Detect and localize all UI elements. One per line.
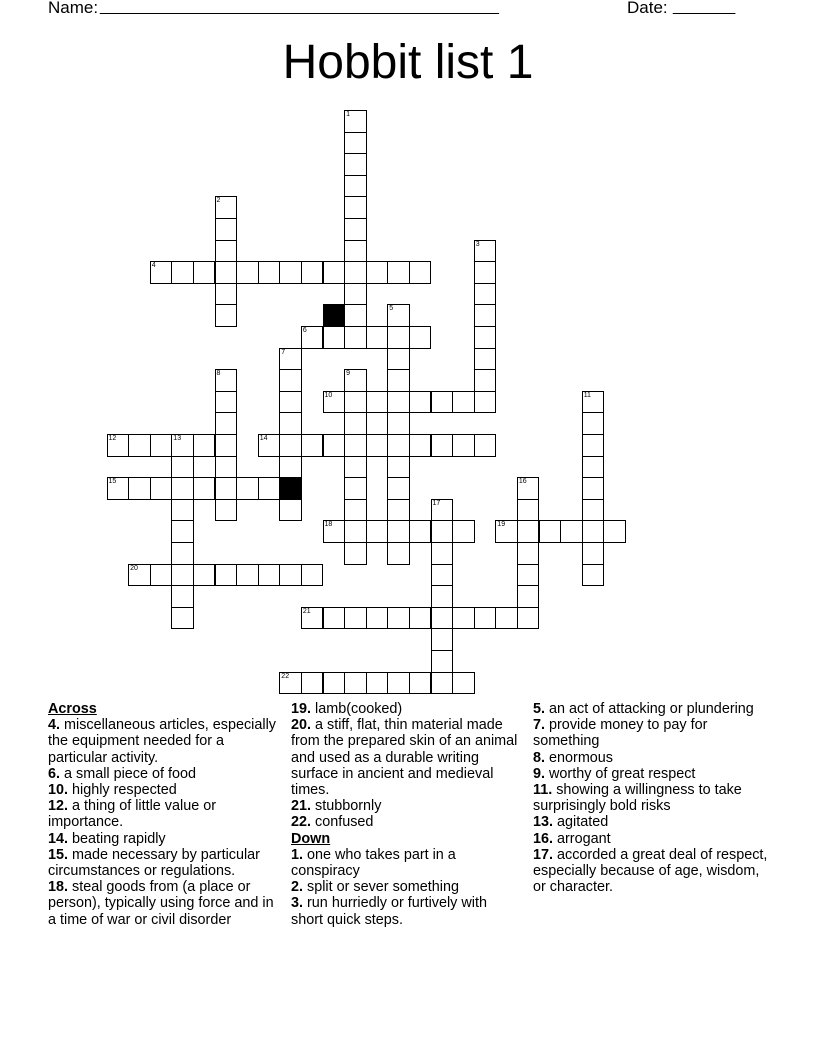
grid-cell[interactable] — [171, 499, 194, 522]
grid-cell[interactable] — [582, 542, 605, 565]
grid-cell[interactable] — [431, 499, 454, 522]
grid-cell[interactable] — [431, 434, 454, 457]
grid-cell[interactable] — [582, 456, 605, 479]
grid-cell[interactable] — [258, 261, 281, 284]
clue-number: 3 — [475, 240, 480, 248]
grid-cell[interactable] — [301, 434, 324, 457]
grid-cell[interactable] — [150, 434, 173, 457]
grid-cell[interactable] — [323, 326, 346, 349]
grid-cell[interactable] — [193, 477, 216, 500]
grid-cell[interactable] — [344, 218, 367, 241]
grid-cell[interactable] — [582, 564, 605, 587]
grid-cell[interactable] — [215, 196, 238, 219]
grid-cell[interactable] — [171, 434, 194, 457]
grid-cell[interactable] — [215, 304, 238, 327]
grid-cell[interactable] — [431, 650, 454, 673]
grid-cell[interactable] — [517, 499, 540, 522]
grid-cell[interactable] — [366, 520, 389, 543]
grid-cell[interactable] — [344, 672, 367, 695]
grid-cell[interactable] — [344, 175, 367, 198]
grid-cell[interactable] — [128, 477, 151, 500]
clue-number: 14 — [259, 435, 268, 442]
grid-cell[interactable] — [517, 520, 540, 543]
clue-across-22: 22. confused — [291, 814, 374, 831]
clue-number: 11 — [583, 391, 591, 399]
grid-cell[interactable] — [236, 564, 259, 587]
grid-cell[interactable] — [560, 520, 583, 543]
clue-number: 2 — [216, 197, 221, 205]
grid-cell[interactable] — [495, 607, 518, 630]
date-label: Date: — [627, 0, 668, 17]
grid-cell[interactable] — [236, 261, 259, 284]
grid-cell[interactable] — [387, 304, 410, 327]
grid-cell[interactable] — [344, 456, 367, 479]
grid-cell[interactable] — [344, 304, 367, 327]
grid-cell[interactable] — [387, 456, 410, 479]
grid-cell[interactable] — [215, 218, 238, 241]
grid-cell[interactable] — [344, 477, 367, 500]
clue-across-6: 6. a small piece of food — [48, 765, 197, 782]
clue-down-13: 13. agitated — [533, 814, 609, 831]
grid-cell[interactable] — [387, 477, 410, 500]
clue-down-2: 2. split or sever something — [291, 879, 459, 896]
grid-cell[interactable] — [301, 607, 324, 630]
grid-cell[interactable] — [582, 499, 605, 522]
grid-cell[interactable] — [193, 434, 216, 457]
grid-cell[interactable] — [171, 607, 194, 630]
grid-cell[interactable] — [431, 672, 454, 695]
grid-cell[interactable] — [344, 412, 367, 435]
grid-cell[interactable] — [387, 369, 410, 392]
grid-cell[interactable] — [366, 607, 389, 630]
grid-cell[interactable] — [582, 391, 605, 414]
grid-cell[interactable] — [474, 261, 497, 284]
grid-cell[interactable] — [517, 477, 540, 500]
grid-cell[interactable] — [279, 456, 302, 479]
grid-cell[interactable] — [474, 607, 497, 630]
grid-cell[interactable] — [582, 412, 605, 435]
grid-cell[interactable] — [171, 564, 194, 587]
grid-cell[interactable] — [431, 564, 454, 587]
grid-cell[interactable] — [474, 348, 497, 371]
grid-cell[interactable] — [409, 326, 432, 349]
clue-down-8: 8. enormous — [533, 749, 614, 766]
grid-cell[interactable] — [150, 261, 173, 284]
grid-cell[interactable] — [344, 283, 367, 306]
page-title: Hobbit list 1 — [282, 36, 534, 89]
grid-cell[interactable] — [387, 520, 410, 543]
clue-down-16: 16. arrogant — [533, 830, 611, 847]
grid-cell[interactable] — [258, 477, 281, 500]
grid-cell[interactable] — [603, 520, 626, 543]
grid-cell[interactable] — [387, 542, 410, 565]
clue-number: 16 — [518, 478, 527, 486]
grid-cell[interactable] — [171, 261, 194, 284]
grid-cell[interactable] — [431, 585, 454, 608]
grid-cell[interactable] — [344, 261, 367, 284]
grid-cell[interactable] — [301, 672, 324, 695]
grid-cell[interactable] — [215, 391, 238, 414]
grid-cell[interactable] — [171, 585, 194, 608]
clue-number: 6 — [302, 327, 307, 334]
clue-column-1 — [48, 701, 280, 928]
clue-number: 10 — [324, 391, 333, 399]
grid-cell[interactable] — [495, 520, 518, 543]
grid-cell[interactable] — [409, 391, 432, 414]
grid-cell[interactable] — [279, 391, 302, 414]
grid-cell[interactable] — [474, 434, 497, 457]
grid-cell[interactable] — [215, 369, 238, 392]
grid-cell[interactable] — [517, 585, 540, 608]
clue-across-18: 18. steal goods from (a place or person), typically using force and in a time of war or civil disorder — [48, 879, 274, 928]
clue-down-9: 9. worthy of great respect — [533, 765, 696, 782]
grid-cell[interactable] — [344, 499, 367, 522]
grid-cell[interactable] — [431, 628, 454, 651]
grid-cell[interactable] — [215, 412, 238, 435]
grid-cell[interactable] — [431, 542, 454, 565]
grid-cell[interactable] — [387, 434, 410, 457]
grid-cell[interactable] — [215, 477, 238, 500]
grid-cell[interactable] — [171, 456, 194, 479]
clue-number: 8 — [216, 370, 221, 378]
clue-across-14: 14. beating rapidly — [48, 830, 166, 847]
grid-cell[interactable] — [279, 348, 302, 371]
grid-cell[interactable] — [452, 520, 475, 543]
clue-number: 9 — [346, 370, 350, 378]
grid-cell[interactable] — [409, 520, 432, 543]
clue-number: 19 — [497, 521, 506, 529]
grid-cell[interactable] — [344, 520, 367, 543]
grid-cell[interactable] — [107, 434, 130, 457]
grid-cell[interactable] — [431, 607, 454, 630]
grid-cell[interactable] — [582, 520, 605, 543]
grid-cell[interactable] — [344, 240, 367, 263]
grid-cell[interactable] — [409, 434, 432, 457]
grid-cell[interactable] — [279, 412, 302, 435]
clue-across-21: 21. stubbornly — [291, 798, 382, 815]
clue-number: 17 — [432, 499, 441, 507]
grid-cell[interactable] — [215, 434, 238, 457]
grid-cell[interactable] — [409, 261, 432, 284]
grid-cell[interactable] — [387, 348, 410, 371]
grid-cell[interactable] — [344, 110, 367, 133]
grid-cell[interactable] — [387, 672, 410, 695]
clue-across-4: 4. miscellaneous articles, especially the equipment needed for a particular activity. — [48, 717, 276, 766]
clue-down-17: 17. accorded a great deal of respect, especially because of age, wisdom, or character. — [533, 846, 768, 896]
grid-cell[interactable] — [452, 391, 475, 414]
grid-cell[interactable] — [323, 607, 346, 630]
name-label: Name: — [48, 0, 99, 17]
grid-cell[interactable] — [474, 304, 497, 327]
grid-cell[interactable] — [344, 132, 367, 155]
grid-cell[interactable] — [517, 564, 540, 587]
clue-number: 15 — [108, 478, 117, 486]
grid-cell[interactable] — [344, 153, 367, 176]
grid-cell[interactable] — [279, 434, 302, 457]
across-heading: Across — [48, 701, 97, 717]
clue-column-3 — [533, 701, 769, 895]
grid-cell[interactable] — [236, 477, 259, 500]
grid-cell[interactable] — [344, 326, 367, 349]
grid-cell[interactable] — [323, 434, 346, 457]
grid-cell[interactable] — [366, 672, 389, 695]
grid-cell[interactable] — [366, 326, 389, 349]
clue-across-19: 19. lamb(cooked) — [291, 701, 403, 717]
clue-number: 12 — [108, 435, 117, 442]
grid-cell[interactable] — [171, 477, 194, 500]
grid-cell[interactable] — [344, 369, 367, 392]
clue-down-11: 11. showing a willingness to take surprisingly bold risks — [533, 782, 742, 815]
grid-cell[interactable] — [323, 391, 346, 414]
clue-across-10: 10. highly respected — [48, 782, 177, 799]
clue-number: 18 — [324, 521, 333, 529]
grid-cell[interactable] — [431, 520, 454, 543]
grid-cell[interactable] — [193, 261, 216, 284]
clue-across-12: 12. a thing of little value or importance. — [48, 798, 217, 831]
grid-block — [323, 304, 346, 327]
grid-cell[interactable] — [193, 564, 216, 587]
grid-cell[interactable] — [279, 261, 302, 284]
grid-cell[interactable] — [366, 391, 389, 414]
grid-cell[interactable] — [452, 672, 475, 695]
grid-cell[interactable] — [387, 412, 410, 435]
grid-cell[interactable] — [301, 326, 324, 349]
clue-number: 5 — [389, 305, 394, 313]
grid-cell[interactable] — [344, 607, 367, 630]
grid-cell[interactable] — [258, 434, 281, 457]
grid-cell[interactable] — [279, 369, 302, 392]
grid-cell[interactable] — [150, 477, 173, 500]
grid-cell[interactable] — [517, 542, 540, 565]
grid-cell[interactable] — [215, 499, 238, 522]
grid-cell[interactable] — [128, 564, 151, 587]
grid-cell[interactable] — [387, 499, 410, 522]
grid-block — [279, 477, 302, 500]
grid-cell[interactable] — [474, 391, 497, 414]
grid-cell[interactable] — [215, 240, 238, 263]
grid-cell[interactable] — [582, 434, 605, 457]
grid-cell[interactable] — [366, 434, 389, 457]
grid-cell[interactable] — [474, 369, 497, 392]
grid-cell[interactable] — [301, 564, 324, 587]
grid-cell[interactable] — [387, 391, 410, 414]
grid-cell[interactable] — [323, 520, 346, 543]
grid-cell[interactable] — [539, 520, 562, 543]
grid-cell[interactable] — [344, 196, 367, 219]
clue-number: 20 — [130, 564, 138, 572]
grid-cell[interactable] — [344, 542, 367, 565]
grid-cell[interactable] — [171, 542, 194, 565]
clue-number: 4 — [151, 262, 156, 270]
clue-down-1: 1. one who takes part in a conspiracy — [291, 846, 456, 880]
date-line[interactable]: _______ — [673, 0, 736, 15]
grid-cell[interactable] — [150, 564, 173, 587]
grid-cell[interactable] — [323, 672, 346, 695]
clue-number: 21 — [302, 607, 311, 615]
grid-cell[interactable] — [431, 391, 454, 414]
grid-cell[interactable] — [215, 261, 238, 284]
grid-cell[interactable] — [215, 564, 238, 587]
grid-cell[interactable] — [474, 240, 497, 263]
grid-cell[interactable] — [452, 607, 475, 630]
grid-cell[interactable] — [107, 477, 130, 500]
grid-cell[interactable] — [279, 499, 302, 522]
clue-number: 1 — [346, 111, 350, 118]
grid-cell[interactable] — [474, 326, 497, 349]
clue-column-2 — [291, 701, 521, 928]
grid-cell[interactable] — [301, 261, 324, 284]
clue-across-20: 20. a stiff, flat, thin material made from the prepared skin of an animal and used as a durable writing surface in ancient and medieval times. — [291, 717, 518, 799]
grid-cell[interactable] — [366, 261, 389, 284]
grid-cell[interactable] — [452, 434, 475, 457]
clue-down-7: 7. provide money to pay for something — [533, 717, 708, 750]
clue-across-15: 15. made necessary by particular circumstances or regulations. — [48, 846, 260, 880]
grid-cell[interactable] — [323, 261, 346, 284]
grid-cell[interactable] — [215, 456, 238, 479]
clue-number: 13 — [173, 435, 182, 442]
clue-down-3: 3. run hurriedly or furtively with short quick steps. — [291, 895, 487, 928]
grid-cell[interactable] — [517, 607, 540, 630]
clue-number: 22 — [281, 672, 290, 680]
grid-cell[interactable] — [387, 607, 410, 630]
grid-cell[interactable] — [279, 564, 302, 587]
grid-cell[interactable] — [387, 326, 410, 349]
grid-cell[interactable] — [279, 672, 302, 695]
down-heading: Down — [291, 830, 331, 847]
clue-down-5: 5. an act of attacking or plundering — [533, 701, 754, 717]
grid-cell[interactable] — [215, 283, 238, 306]
grid-cell[interactable] — [582, 477, 605, 500]
grid-cell[interactable] — [128, 434, 151, 457]
grid-cell[interactable] — [171, 520, 194, 543]
grid-cell[interactable] — [344, 391, 367, 414]
clue-number: 7 — [281, 348, 286, 356]
grid-cell[interactable] — [409, 672, 432, 695]
grid-cell[interactable] — [387, 261, 410, 284]
name-line[interactable]: ________________________________________________ — [100, 0, 499, 15]
grid-cell[interactable] — [474, 283, 497, 306]
grid-cell[interactable] — [258, 564, 281, 587]
grid-cell[interactable] — [344, 434, 367, 457]
grid-cell[interactable] — [409, 607, 432, 630]
